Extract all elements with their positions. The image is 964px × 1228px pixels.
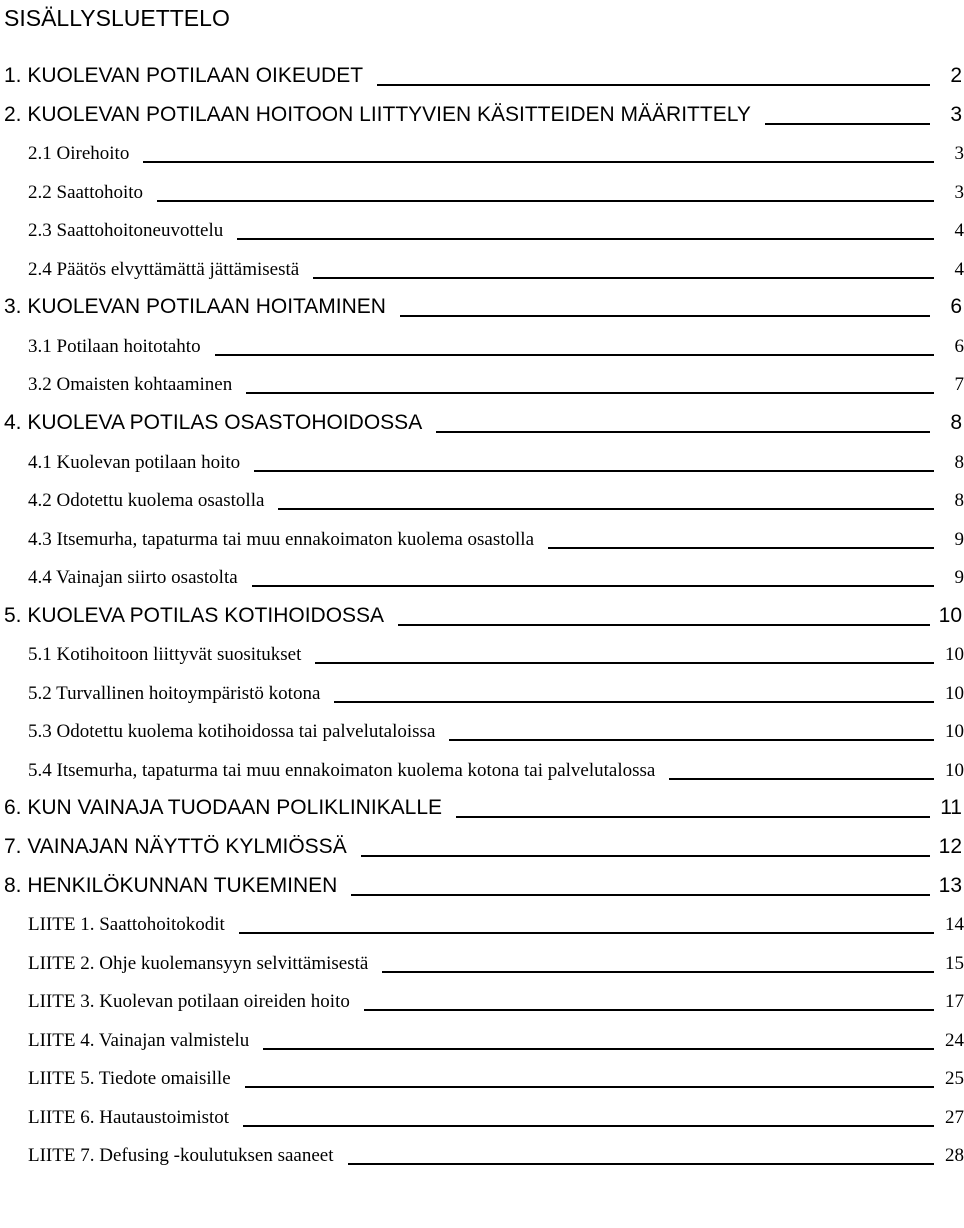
toc-entry-page-number: 28 xyxy=(945,1145,964,1166)
toc-entry-page-number: 6 xyxy=(954,336,964,357)
toc-leader-line xyxy=(215,354,934,356)
toc-entry-page-number: 10 xyxy=(938,604,962,627)
toc-entry[interactable] xyxy=(28,949,964,977)
toc-leader-line xyxy=(263,1048,934,1050)
toc-entry-page-number: 8 xyxy=(950,411,962,434)
toc-entry-page-number: 27 xyxy=(945,1107,964,1128)
toc-entry[interactable] xyxy=(28,1026,964,1054)
toc-entry-label: LIITE 1. Saattohoitokodit xyxy=(28,914,225,935)
toc-entry[interactable] xyxy=(28,679,964,707)
toc-entry-page-number: 3 xyxy=(954,143,964,164)
toc-entry-page-number: 11 xyxy=(940,796,962,819)
toc-entry-label: 7. VAINAJAN NÄYTTÖ KYLMIÖSSÄ xyxy=(4,835,347,858)
toc-leader-line xyxy=(382,971,934,973)
toc-entry-page-number: 3 xyxy=(950,103,962,126)
toc-leader-line xyxy=(548,547,934,549)
toc-entry-label: 5.3 Odotettu kuolema kotihoidossa tai palvelutaloissa xyxy=(28,721,436,742)
toc-entry-label: 4.1 Kuolevan potilaan hoito xyxy=(28,452,241,473)
toc-title: SISÄLLYSLUETTELO xyxy=(4,5,230,31)
toc-leader-line xyxy=(351,894,930,896)
toc-entry-label: 5.2 Turvallinen hoitoympäristö kotona xyxy=(28,683,321,704)
toc-entry-label: LIITE 5. Tiedote omaisille xyxy=(28,1068,231,1089)
toc-entry-page-number: 4 xyxy=(954,259,964,280)
toc-entry-label: 3.2 Omaisten kohtaaminen xyxy=(28,374,233,395)
toc-entry-page-number: 8 xyxy=(954,452,964,473)
toc-entry[interactable] xyxy=(28,987,964,1015)
toc-leader-line xyxy=(669,778,934,780)
toc-entry[interactable] xyxy=(28,717,964,745)
toc-entry[interactable] xyxy=(28,216,964,244)
toc-leader-line xyxy=(400,315,930,317)
toc-entry[interactable] xyxy=(28,370,964,398)
toc-entry-label: 2. KUOLEVAN POTILAAN HOITOON LIITTYVIEN KÄSITTEIDEN MÄÄRITTELY xyxy=(4,103,751,126)
toc-entry-label: 5.4 Itsemurha, tapaturma tai muu ennakoimaton kuolema kotona tai palvelutalossa xyxy=(28,760,656,781)
toc-entry[interactable] xyxy=(28,1141,964,1169)
toc-entry-page-number: 10 xyxy=(945,683,964,704)
toc-leader-line xyxy=(377,84,930,86)
toc-entry-label: 2.1 Oirehoito xyxy=(28,143,130,164)
toc-entry-page-number: 15 xyxy=(945,953,964,974)
toc-entry-label: LIITE 7. Defusing -koulutuksen saaneet xyxy=(28,1145,334,1166)
toc-leader-line xyxy=(254,470,934,472)
toc-leader-line xyxy=(237,238,934,240)
toc-entry[interactable] xyxy=(4,101,962,129)
toc-entry-page-number: 25 xyxy=(945,1068,964,1089)
toc-entry-page-number: 10 xyxy=(945,721,964,742)
toc-entry-label: LIITE 6. Hautaustoimistot xyxy=(28,1107,230,1128)
toc-entry-label: 5. KUOLEVA POTILAS KOTIHOIDOSSA xyxy=(4,604,385,627)
toc-entry-label: 4.3 Itsemurha, tapaturma tai muu ennakoimaton kuolema osastolla xyxy=(28,529,535,550)
toc-entry-page-number: 2 xyxy=(950,64,962,87)
toc-entry[interactable] xyxy=(28,1064,964,1092)
toc-entry-page-number: 9 xyxy=(954,529,964,550)
toc-entry-page-number: 6 xyxy=(950,295,962,318)
toc-entry[interactable] xyxy=(28,178,964,206)
toc-entry[interactable] xyxy=(4,409,962,437)
toc-entry-page-number: 8 xyxy=(954,490,964,511)
toc-entry[interactable] xyxy=(4,794,962,822)
toc-entry-label: 3. KUOLEVAN POTILAAN HOITAMINEN xyxy=(4,295,386,318)
toc-entry-page-number: 12 xyxy=(938,835,962,858)
toc-leader-line xyxy=(334,701,934,703)
toc-entry[interactable] xyxy=(28,756,964,784)
toc-entry-label: 8. HENKILÖKUNNAN TUKEMINEN xyxy=(4,874,338,897)
toc-entry[interactable] xyxy=(28,525,964,553)
toc-entry-page-number: 17 xyxy=(945,991,964,1012)
toc-entry-page-number: 9 xyxy=(954,567,964,588)
toc-entry[interactable] xyxy=(4,602,962,630)
toc-leader-line xyxy=(449,739,934,741)
toc-entry-label: 1. KUOLEVAN POTILAAN OIKEUDET xyxy=(4,64,364,87)
toc-leader-line xyxy=(278,508,934,510)
toc-entry-page-number: 10 xyxy=(945,760,964,781)
toc-entry[interactable] xyxy=(28,139,964,167)
toc-entry[interactable] xyxy=(28,255,964,283)
toc-leader-line xyxy=(398,624,930,626)
toc-leader-line xyxy=(246,392,934,394)
toc-entry[interactable] xyxy=(28,640,964,668)
toc-leader-line xyxy=(243,1125,934,1127)
toc-entry-label: 2.3 Saattohoitoneuvottelu xyxy=(28,220,224,241)
toc-leader-line xyxy=(436,431,930,433)
toc-entry-page-number: 7 xyxy=(954,374,964,395)
toc-leader-line xyxy=(245,1086,934,1088)
toc-leader-line xyxy=(348,1163,935,1165)
toc-entry[interactable] xyxy=(28,563,964,591)
toc-entry[interactable] xyxy=(4,833,962,861)
toc-entry-label: 4.4 Vainajan siirto osastolta xyxy=(28,567,238,588)
toc-leader-line xyxy=(361,855,930,857)
toc-entry-page-number: 4 xyxy=(954,220,964,241)
toc-leader-line xyxy=(456,816,930,818)
toc-entry-page-number: 10 xyxy=(945,644,964,665)
toc-leader-line xyxy=(315,662,934,664)
toc-entry-label: 5.1 Kotihoitoon liittyvät suositukset xyxy=(28,644,302,665)
toc-entry-label: 3.1 Potilaan hoitotahto xyxy=(28,336,201,357)
toc-entry-page-number: 14 xyxy=(945,914,964,935)
toc-entry[interactable] xyxy=(4,293,962,321)
toc-leader-line xyxy=(143,161,934,163)
toc-leader-line xyxy=(239,932,934,934)
toc-leader-line xyxy=(157,200,934,202)
toc-entry[interactable] xyxy=(4,62,962,90)
toc-entry[interactable] xyxy=(28,910,964,938)
toc-entry-label: 2.2 Saattohoito xyxy=(28,182,144,203)
toc-leader-line xyxy=(252,585,934,587)
toc-leader-line xyxy=(364,1009,934,1011)
toc-entry-page-number: 13 xyxy=(938,874,962,897)
toc-entry-label: 4. KUOLEVA POTILAS OSASTOHOIDOSSA xyxy=(4,411,423,434)
toc-entry-page-number: 3 xyxy=(954,182,964,203)
toc-entry-page-number: 24 xyxy=(945,1030,964,1051)
toc-entry[interactable] xyxy=(28,332,964,360)
toc-entry[interactable] xyxy=(28,486,964,514)
toc-entry-label: LIITE 3. Kuolevan potilaan oireiden hoito xyxy=(28,991,350,1012)
toc-entry-label: LIITE 2. Ohje kuolemansyyn selvittämisestä xyxy=(28,953,369,974)
toc-entry-label: 4.2 Odotettu kuolema osastolla xyxy=(28,490,265,511)
toc-entry[interactable] xyxy=(4,872,962,900)
toc-leader-line xyxy=(765,123,930,125)
toc-entry-label: LIITE 4. Vainajan valmistelu xyxy=(28,1030,250,1051)
toc-entry-label: 6. KUN VAINAJA TUODAAN POLIKLINIKALLE xyxy=(4,796,443,819)
toc-entry[interactable] xyxy=(28,448,964,476)
toc-leader-line xyxy=(313,277,934,279)
toc-entry-label: 2.4 Päätös elvyttämättä jättämisestä xyxy=(28,259,300,280)
toc-entry[interactable] xyxy=(28,1103,964,1131)
